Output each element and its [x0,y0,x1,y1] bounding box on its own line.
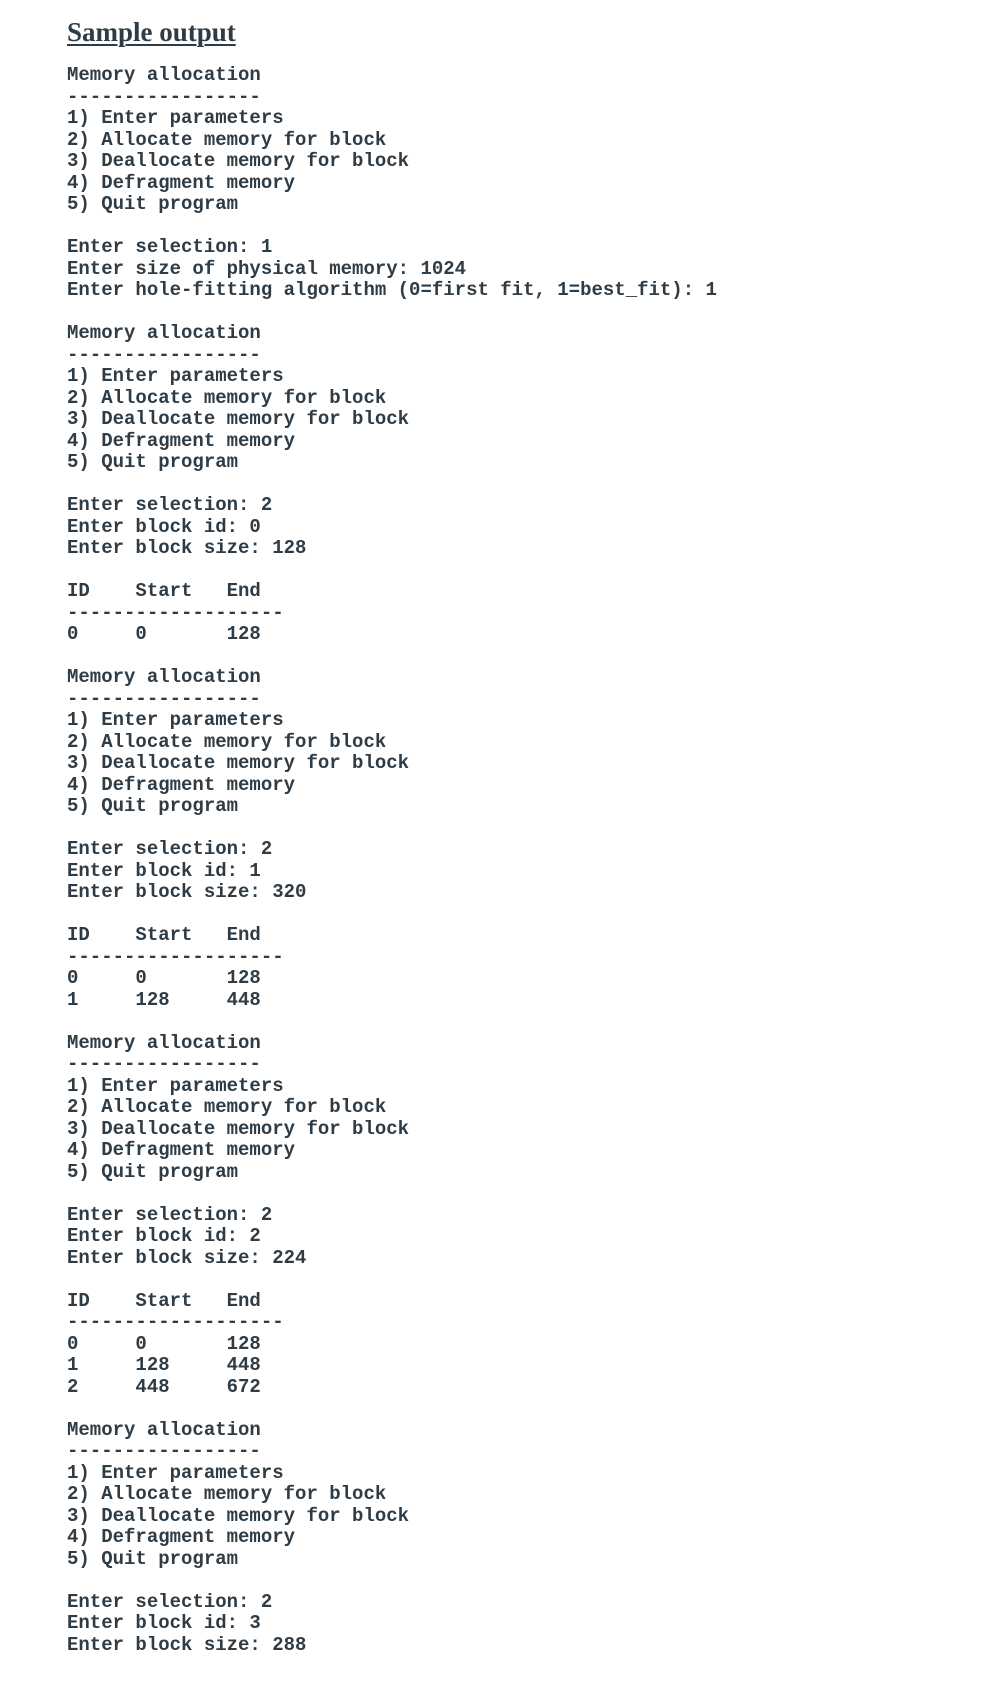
output-line: Memory allocation [67,666,261,688]
output-line: 4) Defragment memory [67,1526,296,1548]
output-line: 1) Enter parameters [67,1074,284,1097]
output-line: 2) Allocate memory for block [67,1483,387,1505]
output-line: Enter block size: 224 [67,1246,307,1269]
output-line: 2 448 672 [67,1375,261,1398]
sample-output-block [67,65,987,1656]
output-line: Enter block size: 128 [67,537,307,559]
output-line [67,1398,987,1420]
output-line [67,302,987,324]
output-line: 0 0 128 [67,967,261,989]
output-line [67,474,987,496]
output-line: Enter selection: 2 [67,494,273,516]
output-line: 5) Quit program [67,1160,239,1183]
output-line: 2) Allocate memory for block [67,386,387,409]
output-line: 1 128 448 [67,1354,261,1376]
output-line: 5) Quit program [67,451,239,473]
output-line: 3) Deallocate memory for block [67,1504,410,1527]
output-line: Memory allocation [67,322,261,344]
output-line [67,1570,987,1592]
output-line: ----------------- [67,1053,261,1075]
output-line [67,1183,987,1205]
output-line [67,646,987,668]
output-line: 5) Quit program [67,795,239,817]
output-line: Enter block id: 3 [67,1612,261,1634]
output-line: Enter selection: 1 [67,236,273,258]
output-line: 2) Allocate memory for block [67,1096,387,1118]
output-line: ID Start End [67,580,261,602]
output-line: Enter block size: 320 [67,881,307,903]
output-line: ID Start End [67,1289,261,1312]
output-line: Enter block id: 0 [67,515,261,538]
output-line: 3) Deallocate memory for block [67,408,410,430]
output-line: Memory allocation [67,1031,261,1054]
output-line: 5) Quit program [67,193,239,215]
document [67,14,987,1656]
output-line: 5) Quit program [67,1547,239,1570]
output-line: 1) Enter parameters [67,365,284,387]
output-line: 1 128 448 [67,988,261,1011]
output-line: ------------------- [67,601,284,624]
output-line [67,818,987,840]
output-line: 2) Allocate memory for block [67,128,387,151]
output-line: Enter block id: 1 [67,859,261,882]
output-line: ------------------- [67,1311,284,1333]
output-line [67,216,987,238]
output-line: 2) Allocate memory for block [67,730,387,753]
output-line [67,560,987,582]
output-line: 0 0 128 [67,623,261,645]
output-line: Enter block size: 288 [67,1633,307,1656]
output-line: Enter block id: 2 [67,1225,261,1247]
output-line: Memory allocation [67,64,261,86]
output-line: ----------------- [67,343,261,366]
output-line: 4) Defragment memory [67,171,296,194]
output-line: 1) Enter parameters [67,107,284,129]
output-line: Memory allocation [67,1418,261,1441]
output-line: ----------------- [67,687,261,710]
output-line: Enter selection: 2 [67,1590,273,1613]
output-line: 1) Enter parameters [67,1461,284,1484]
output-line: 1) Enter parameters [67,709,284,731]
output-line: 3) Deallocate memory for block [67,1117,410,1140]
output-line: 4) Defragment memory [67,429,296,452]
output-line: ----------------- [67,85,261,108]
output-line: 0 0 128 [67,1332,261,1355]
output-line: 3) Deallocate memory for block [67,150,410,172]
output-line: Enter hole-fitting algorithm (0=first fit, 1=best_fit): 1 [67,279,717,301]
output-line: ID Start End [67,924,261,946]
output-line: 3) Deallocate memory for block [67,752,410,774]
output-line: Enter selection: 2 [67,1203,273,1226]
output-line: 4) Defragment memory [67,773,296,796]
output-line [67,1011,987,1033]
output-line: 4) Defragment memory [67,1139,296,1161]
output-line [67,1269,987,1291]
output-line: Enter selection: 2 [67,838,273,860]
output-line [67,904,987,926]
output-line: ------------------- [67,945,284,968]
output-line: ----------------- [67,1440,261,1462]
page-title: Sample output [67,17,236,47]
output-line: Enter size of physical memory: 1024 [67,257,467,280]
